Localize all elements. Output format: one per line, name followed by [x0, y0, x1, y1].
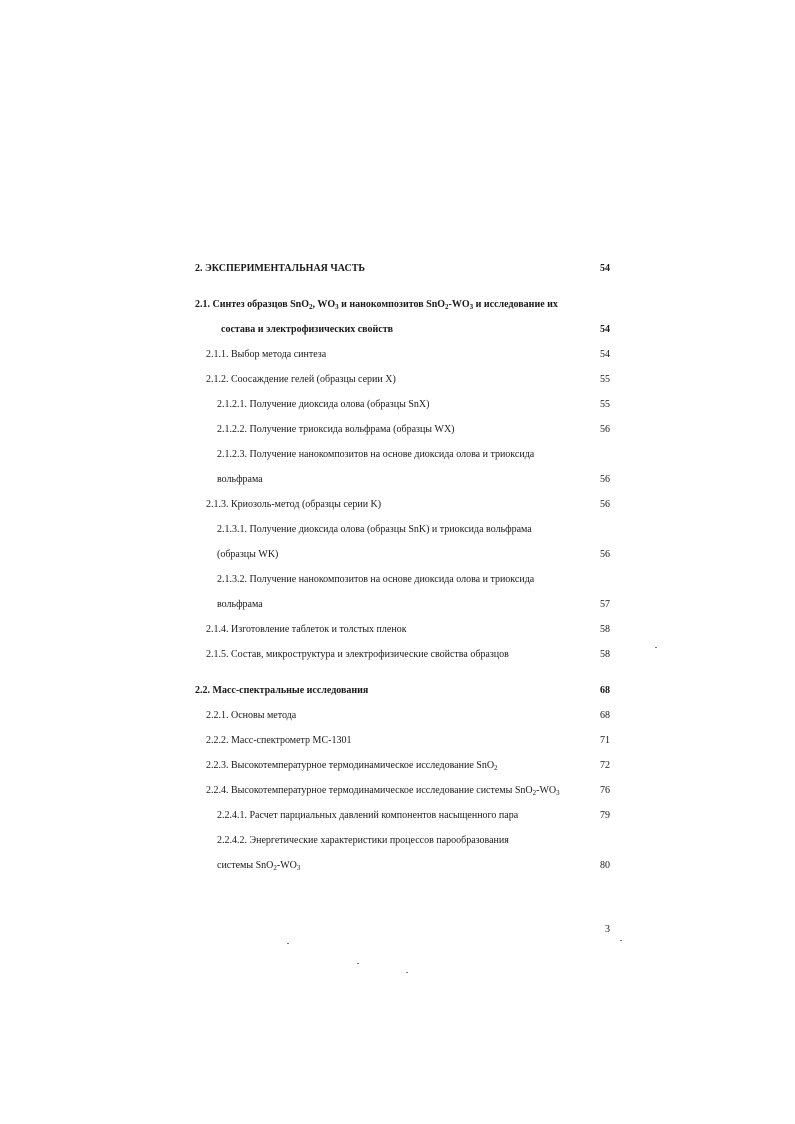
toc-2-1-3-page: 56: [600, 499, 610, 510]
toc-2-1-2-1-title: 2.1.2.1. Получение диоксида олова (образцы SnX): [217, 399, 430, 410]
toc-2-2-4-2-page: 80: [600, 860, 610, 871]
toc-2-2-4-text-b: -WO: [536, 785, 557, 796]
toc-2-1-3-2-title-line1: 2.1.3.2. Получение нанокомпозитов на основе диоксида олова и триоксида: [217, 574, 535, 585]
toc-2-1-title-line2: состава и электрофизических свойств: [221, 324, 394, 335]
toc-2-1-4-page: 58: [600, 624, 610, 635]
toc-2-2-3-sub: 2: [494, 764, 498, 772]
toc-2-2-4-2-title-line1: 2.2.4.2. Энергетические характеристики процессов парообразования: [217, 835, 509, 846]
toc-2-1-page: 54: [600, 324, 610, 335]
toc-2-1-text-c: и нанокомпозитов SnO: [338, 299, 446, 310]
toc-2-2-4-sub-b: 3: [556, 789, 560, 797]
toc-2-2-1-title: 2.2.1. Основы метода: [206, 710, 297, 721]
toc-2-1-3-1-page: 56: [600, 549, 610, 560]
toc-2-2-4-2-text-a: системы SnO: [217, 860, 274, 871]
toc-2-2-2-page: 71: [600, 735, 610, 746]
toc-2-1-2-3-title-line1: 2.1.2.3. Получение нанокомпозитов на основе диоксида олова и триоксида: [217, 449, 535, 460]
toc-chapter-2-title: 2. ЭКСПЕРИМЕНТАЛЬНАЯ ЧАСТЬ: [195, 263, 365, 274]
toc-2-1-3-2-page: 57: [600, 599, 610, 610]
toc-2-2-3-title: [206, 759, 498, 773]
toc-2-1-3-2-title-line2: вольфрама: [217, 599, 263, 610]
toc-2-1-2-2-title: 2.1.2.2. Получение триоксида вольфрама (образцы WX): [217, 424, 455, 435]
toc-chapter-2-page: 54: [600, 263, 610, 274]
toc-2-2-4-title: [206, 784, 560, 798]
scan-speck: [620, 940, 622, 941]
toc-2-1-text-a: 2.1. Синтез образцов SnO: [195, 299, 310, 310]
toc-2-2-3-text: 2.2.3. Высокотемпературное термодинамическое исследование SnO: [206, 760, 495, 771]
toc-2-2-4-page: 76: [600, 785, 610, 796]
toc-2-2-4-1-title: 2.2.4.1. Расчет парциальных давлений компонентов насыщенного пара: [217, 810, 519, 821]
scan-speck: [406, 972, 408, 973]
toc-2-2-title: 2.2. Масс-спектральные исследования: [195, 685, 369, 696]
toc-2-2-page: 68: [600, 685, 610, 696]
toc-2-1-2-2-page: 56: [600, 424, 610, 435]
toc-2-2-4-1-page: 79: [600, 810, 610, 821]
toc-2-1-sub-a: 2: [309, 303, 313, 311]
toc-2-1-sub-c: 2: [445, 303, 449, 311]
toc-2-1-text-e: и исследование их: [473, 299, 558, 310]
toc-2-2-2-title: 2.2.2. Масс-спектрометр МС-1301: [206, 735, 352, 746]
toc-2-1-text-b: , WO: [312, 299, 336, 310]
toc-2-1-3-title: 2.1.3. Криозоль-метод (образцы серии K): [206, 499, 382, 510]
toc-2-2-4-sub-a: 2: [532, 789, 537, 797]
toc-2-2-4-2-sub-b: 3: [296, 864, 301, 872]
toc-2-1-1-title: 2.1.1. Выбор метода синтеза: [206, 349, 327, 360]
page-number: 3: [605, 924, 610, 935]
toc-2-1-3-1-title-line2: (образцы WK): [217, 549, 279, 560]
toc-2-2-4-text-a: 2.2.4. Высокотемпературное термодинамическое исследование системы SnO: [206, 785, 533, 796]
toc-2-2-4-2-text-b: -WO: [276, 860, 297, 871]
toc-2-1-5-title: 2.1.5. Состав, микроструктура и электрофизические свойства образцов: [206, 649, 509, 660]
scan-speck: [357, 963, 359, 964]
toc-2-1-3-1-title-line1: 2.1.3.1. Получение диоксида олова (образцы SnK) и триоксида вольфрама: [217, 524, 532, 535]
toc-2-1-4-title: 2.1.4. Изготовление таблеток и толстых пленок: [206, 624, 407, 635]
toc-2-1-sub-d: 3: [469, 303, 474, 311]
toc-2-1-5-page: 58: [600, 649, 610, 660]
toc-2-1-1-page: 54: [600, 349, 610, 360]
toc-2-1-title-line1: [195, 298, 558, 312]
toc-2-2-3-page: 72: [600, 760, 610, 771]
toc-2-1-2-page: 55: [600, 374, 610, 385]
toc-2-1-2-title: 2.1.2. Соосаждение гелей (образцы серии X): [206, 374, 396, 385]
toc-2-2-4-2-title-line2: [217, 859, 300, 873]
toc-2-1-2-3-title-line2: вольфрама: [217, 474, 263, 485]
toc-2-1-2-1-page: 55: [600, 399, 610, 410]
scan-speck: [287, 943, 289, 944]
toc-2-1-2-3-page: 56: [600, 474, 610, 485]
scan-speck: [655, 647, 657, 648]
toc-2-1-text-d: -WO: [448, 299, 470, 310]
toc-2-2-1-page: 68: [600, 710, 610, 721]
toc-2-1-sub-b: 3: [335, 303, 339, 311]
toc-2-2-4-2-sub-a: 2: [273, 864, 277, 872]
